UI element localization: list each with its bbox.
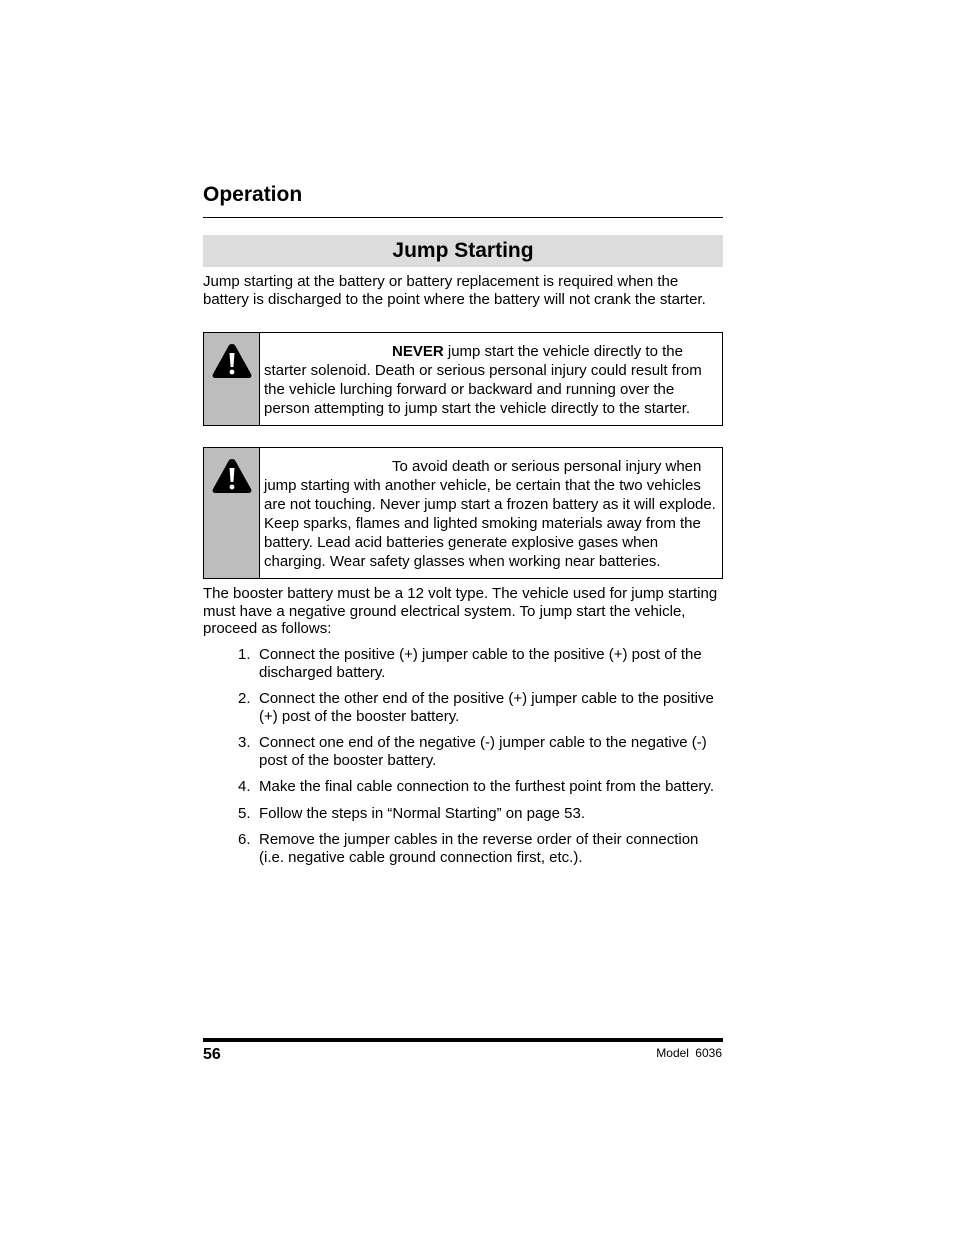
list-item: 3. Connect one end of the negative (-) jumper cable to the negative (-) post of the booster battery. — [238, 734, 707, 769]
warning-exclamation-icon — [211, 342, 253, 380]
list-item: 2. Connect the other end of the positive (+) jumper cable to the positive (+) post of the booster battery. — [238, 690, 714, 725]
page-number: 56 — [203, 1046, 221, 1063]
footer-divider — [203, 1038, 723, 1042]
warning-body: jump start the vehicle directly to the starter solenoid. Death or serious personal injury could result from the vehicle lurching forward or backward and running over the person attempting to jump start the vehicle directly to the starter. — [264, 343, 702, 417]
warning-box-jump-starting — [203, 447, 723, 579]
booster-paragraph: The booster battery must be a 12 volt type. The vehicle used for jump starting must have a negative ground electrical system. To jump start the vehicle, proceed as follows: — [203, 585, 718, 637]
steps-list — [238, 646, 724, 875]
section-title: Operation — [203, 183, 303, 206]
intro-paragraph: Jump starting at the battery or battery replacement is required when the battery is discharged to the point where the battery will not crank the starter. — [203, 273, 706, 308]
page-heading: Jump Starting — [203, 235, 723, 267]
warning-text — [260, 333, 722, 425]
list-item: 6. Remove the jumper cables in the reverse order of their connection (i.e. negative cable ground connection first, etc.). — [238, 831, 699, 866]
warning-box-solenoid — [203, 332, 723, 426]
list-item: 1. Connect the positive (+) jumper cable to the positive (+) post of the discharged battery. — [238, 646, 702, 681]
warning-emphasis: NEVER — [392, 343, 444, 360]
list-item: 5. Follow the steps in “Normal Starting” on page 53. — [238, 804, 585, 822]
section-divider — [203, 217, 723, 218]
warning-body: To avoid death or serious personal injury when jump starting with another vehicle, be certain that the two vehicles are not touching. Never jump start a frozen battery as it will explode. Keep sparks, flames and lighted smoking materials away from the battery. Lead acid batteries generate explosive gases when charging. Wear safety glasses when working near batteries. — [264, 458, 716, 570]
warning-text — [260, 448, 722, 578]
warning-icon-cell — [204, 333, 260, 425]
warning-icon-cell — [204, 448, 260, 578]
model-label: Model 6036 — [656, 1046, 722, 1060]
warning-exclamation-icon — [211, 457, 253, 495]
list-item: 4. Make the final cable connection to the furthest point from the battery. — [238, 778, 714, 795]
